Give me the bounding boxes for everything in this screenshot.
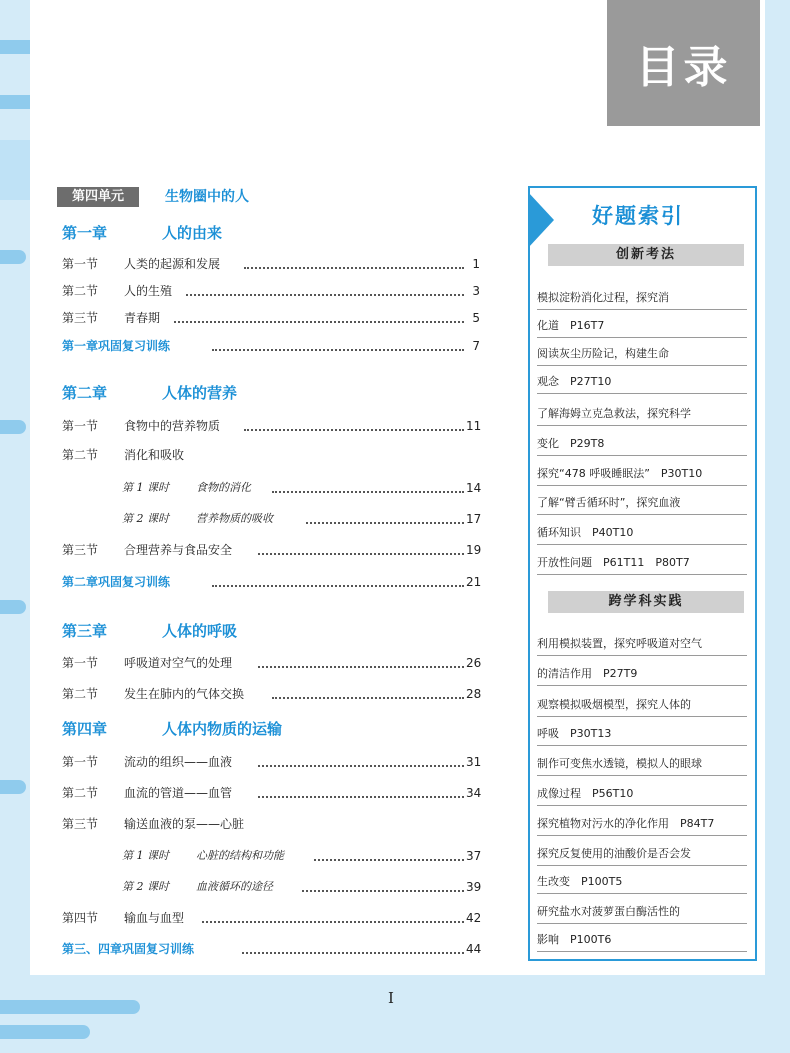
index-line: 变化 P29T8 (537, 436, 747, 456)
chapter-number: 第四章 (62, 720, 108, 738)
index-line: 的清洁作用 P27T9 (537, 666, 747, 686)
leader-dots (244, 267, 464, 269)
leader-dots (212, 585, 464, 587)
toc-title-box (607, 0, 760, 126)
index-line: 模拟淀粉消化过程，探究消 (537, 290, 747, 310)
index-line: 制作可变焦水透镜，模拟人的眼球 (537, 756, 747, 776)
section-title: 合理营养与食品安全 (124, 543, 233, 557)
leader-dots (202, 921, 464, 923)
page-number: 39 (466, 880, 482, 894)
section-number: 第二节 (62, 786, 99, 800)
background-stripe (0, 1000, 140, 1014)
lesson-title: 心脏的结构和功能 (196, 849, 284, 862)
page-number: 28 (466, 687, 482, 701)
section-number: 第三节 (62, 311, 99, 325)
section-number: 第一节 (62, 755, 99, 769)
index-line: 循环知识 P40T10 (537, 525, 747, 545)
toc-entry[interactable] (62, 654, 480, 672)
toc-entry-review[interactable] (62, 940, 480, 958)
section-title: 呼吸道对空气的处理 (124, 656, 233, 670)
section-title: 青春期 (124, 311, 161, 325)
toc-entry[interactable] (62, 541, 480, 559)
index-line: 影响 P100T6 (537, 932, 747, 952)
page-number: 17 (466, 512, 482, 526)
section-title: 人类的起源和发展 (124, 257, 221, 271)
toc-entry-lesson[interactable] (62, 878, 480, 896)
leader-dots (258, 553, 464, 555)
lesson-title: 血液循环的途径 (196, 880, 273, 893)
page-number: 5 (472, 311, 480, 325)
section-number: 第二节 (62, 687, 99, 701)
section-title: 输血与血型 (124, 911, 185, 925)
section-number: 第一节 (62, 257, 99, 271)
background-block (0, 140, 30, 200)
page-number: 44 (466, 942, 482, 956)
lesson-number: 第 2 课时 (122, 512, 169, 525)
page-number: 7 (472, 339, 480, 353)
index-line: 探究反复使用的油酸价是否会发 (537, 846, 747, 866)
chapter-heading (62, 382, 237, 403)
toc-entry-lesson[interactable] (62, 510, 480, 528)
chapter-number: 第二章 (62, 384, 108, 402)
section-title: 血流的管道——血管 (124, 786, 233, 800)
section-title: 发生在肺内的气体交换 (124, 687, 245, 701)
leader-dots (272, 491, 464, 493)
leader-dots (306, 522, 464, 524)
unit-header (57, 187, 317, 207)
triangle-arrow-icon (528, 192, 554, 248)
page-number: 37 (466, 849, 482, 863)
unit-tag: 第四单元 (57, 187, 139, 207)
index-section-heading: 跨学科实践 (548, 591, 744, 613)
chapter-heading (62, 620, 237, 641)
index-line: 阅读灰尘历险记，构建生命 (537, 346, 747, 366)
index-line: 研究盐水对菠萝蛋白酶活性的 (537, 904, 747, 924)
toc-entry[interactable] (62, 784, 480, 802)
leader-dots (258, 765, 464, 767)
review-title: 第二章巩固复习训练 (62, 575, 171, 589)
toc-entry-review[interactable] (62, 573, 480, 591)
review-title: 第三、四章巩固复习训练 (62, 942, 195, 956)
background-stripe (0, 1025, 90, 1039)
page-number: 1 (472, 257, 480, 271)
index-section-heading: 创新考法 (548, 244, 744, 266)
index-line: 探究“478 呼吸睡眠法” P30T10 (537, 466, 747, 486)
leader-dots (186, 294, 464, 296)
background-stripe (0, 250, 26, 264)
toc-entry[interactable] (62, 282, 480, 300)
leader-dots (302, 890, 464, 892)
index-line: 成像过程 P56T10 (537, 786, 747, 806)
index-line: 生改变 P100T5 (537, 874, 747, 894)
toc-entry-lesson[interactable] (62, 847, 480, 865)
leader-dots (244, 429, 464, 431)
section-title: 流动的组织——血液 (124, 755, 233, 769)
section-title: 输送血液的泵——心脏 (124, 817, 245, 831)
toc-entry[interactable] (62, 446, 480, 464)
index-line: 观察模拟吸烟模型，探究人体的 (537, 697, 747, 717)
section-title: 食物中的营养物质 (124, 419, 221, 433)
chapter-title: 人体的营养 (162, 384, 238, 402)
section-number: 第三节 (62, 543, 99, 557)
leader-dots (314, 859, 464, 861)
leader-dots (258, 796, 464, 798)
leader-dots (174, 321, 464, 323)
index-line: 化道 P16T7 (537, 318, 747, 338)
chapter-number: 第三章 (62, 622, 108, 640)
lesson-title: 食物的消化 (196, 481, 251, 494)
page-number: 11 (466, 419, 482, 433)
background-stripe (0, 600, 26, 614)
section-number: 第二节 (62, 284, 99, 298)
section-title: 消化和吸收 (124, 448, 185, 462)
page-number: 19 (466, 543, 482, 557)
section-title: 人的生殖 (124, 284, 173, 298)
section-number: 第一节 (62, 419, 99, 433)
index-line: 利用模拟装置，探究呼吸道对空气 (537, 636, 747, 656)
index-line: 开放性问题 P61T11 P80T7 (537, 555, 747, 575)
chapter-title: 人体的呼吸 (162, 622, 238, 640)
toc-entry[interactable] (62, 417, 480, 435)
page-number: 14 (466, 481, 482, 495)
section-number: 第二节 (62, 448, 99, 462)
page-number: 21 (466, 575, 482, 589)
page-number: 42 (466, 911, 482, 925)
toc-entry-lesson[interactable] (62, 479, 480, 497)
toc-entry[interactable] (62, 909, 480, 927)
toc-entry-review[interactable] (62, 337, 480, 355)
page-number: 3 (472, 284, 480, 298)
chapter-title: 人的由来 (162, 224, 223, 242)
page-number: 26 (466, 656, 482, 670)
toc-entry[interactable] (62, 815, 480, 833)
lesson-number: 第 1 课时 (122, 849, 169, 862)
toc-entry[interactable] (62, 685, 480, 703)
leader-dots (212, 349, 464, 351)
index-line: 探究植物对污水的净化作用 P84T7 (537, 816, 747, 836)
section-number: 第三节 (62, 817, 99, 831)
index-line: 呼吸 P30T13 (537, 726, 747, 746)
chapter-heading (62, 718, 282, 739)
toc-entry[interactable] (62, 309, 480, 327)
section-number: 第四节 (62, 911, 99, 925)
leader-dots (258, 666, 464, 668)
index-line: 观念 P27T10 (537, 374, 747, 394)
chapter-title: 人体内物质的运输 (162, 720, 283, 738)
background-stripe (0, 780, 26, 794)
index-line: 了解“臂舌循环时”，探究血液 (537, 495, 747, 515)
page-number: 34 (466, 786, 482, 800)
background-stripe (0, 420, 26, 434)
page-title: 目录 (635, 42, 732, 93)
leader-dots (272, 697, 464, 699)
section-number: 第一节 (62, 656, 99, 670)
unit-title: 生物圈中的人 (165, 189, 249, 205)
chapter-heading (62, 222, 222, 243)
chapter-number: 第一章 (62, 224, 108, 242)
lesson-title: 营养物质的吸收 (196, 512, 273, 525)
index-line: 了解海姆立克急救法，探究科学 (537, 406, 747, 426)
lesson-number: 第 1 课时 (122, 481, 169, 494)
toc-entry[interactable] (62, 753, 480, 771)
index-title: 好题索引 (592, 204, 684, 228)
lesson-number: 第 2 课时 (122, 880, 169, 893)
leader-dots (242, 952, 464, 954)
review-title: 第一章巩固复习训练 (62, 339, 171, 353)
page-number: 31 (466, 755, 482, 769)
footer-page-number: I (388, 989, 394, 1007)
toc-entry[interactable] (62, 255, 480, 273)
